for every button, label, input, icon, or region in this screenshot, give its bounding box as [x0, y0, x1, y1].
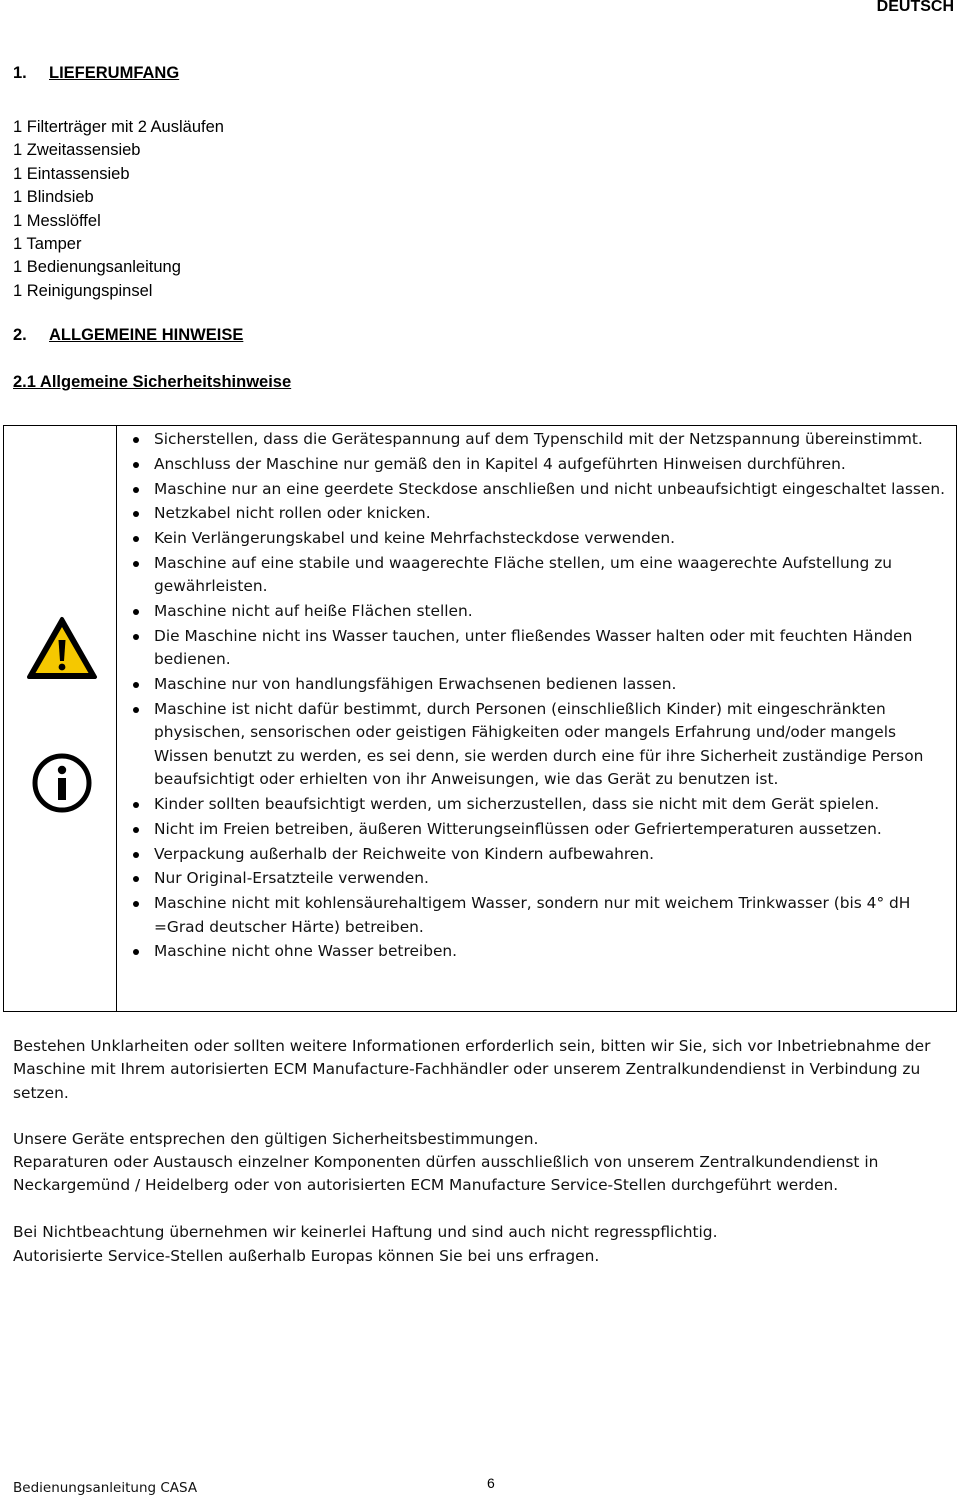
section-2-number: 2. — [13, 326, 27, 344]
list-item: 1 Reinigungspinsel — [13, 281, 153, 300]
list-item: Netzkabel nicht rollen oder knicken. — [119, 502, 949, 525]
safety-standards-text: Unsere Geräte entsprechen den gültigen Sicherheitsbestimmungen. — [13, 1130, 539, 1148]
subsection-heading: 2.1 Allgemeine Sicherheitshinweise — [13, 373, 292, 391]
page-number: 6 — [487, 1475, 495, 1491]
list-item: 1 Eintassensieb — [13, 164, 130, 183]
list-item: Sicherstellen, dass die Gerätespannung auf dem Typenschild mit der Netzspannung übereinstimmt. — [119, 428, 949, 451]
list-item: 1 Filterträger mit 2 Ausläufen — [13, 118, 224, 136]
contact-paragraph: Bestehen Unklarheiten oder sollten weitere Informationen erforderlich sein, bitten wir Sie, sich vor Inbetriebnahme der Maschine mit Ihrem autorisierten ECM Manufacture-Fachhändler oder unserem Zentralkundendienst in Verbindung zu setzen. — [13, 1037, 931, 1102]
list-item: 1 Tamper — [13, 235, 82, 254]
table-divider — [116, 426, 117, 1011]
list-item: Maschine nur von handlungsfähigen Erwachsenen bedienen lassen. — [119, 673, 949, 696]
info-circle-icon — [31, 752, 93, 814]
list-item: 1 Blindsieb — [13, 188, 94, 207]
list-item: Nur Original-Ersatzteile verwenden. — [119, 867, 949, 890]
list-item: 1 Messlöffel — [13, 211, 101, 230]
section-1-number: 1. — [13, 64, 27, 82]
list-item: Die Maschine nicht ins Wasser tauchen, unter fließendes Wasser halten oder mit feuchten Händen bedienen. — [119, 625, 949, 672]
list-item: Nicht im Freien betreiben, äußeren Witterungseinflüssen oder Gefriertemperaturen aussetzen. — [119, 818, 949, 841]
list-item: Kein Verlängerungskabel und keine Mehrfachsteckdose verwenden. — [119, 527, 949, 550]
language-label: DEUTSCH — [876, 0, 954, 15]
section-2-heading — [13, 326, 243, 345]
delivery-contents-list — [13, 116, 224, 303]
footer-document-title: Bedienungsanleitung CASA — [13, 1480, 198, 1496]
service-locations-text: Autorisierte Service-Stellen außerhalb Europas können Sie bei uns erfragen. — [13, 1247, 600, 1265]
list-item: Maschine auf eine stabile und waagerechte Fläche stellen, um eine waagerechte Aufstellung zu gewährleisten. — [119, 552, 949, 599]
list-item: Maschine nur an eine geerdete Steckdose anschließen und nicht unbeaufsichtigt eingeschaltet lassen. — [119, 478, 949, 501]
list-item: Verpackung außerhalb der Reichweite von Kindern aufbewahren. — [119, 843, 949, 866]
list-item: 1 Bedienungsanleitung — [13, 258, 181, 277]
repair-paragraph: Reparaturen oder Austausch einzelner Komponenten dürfen ausschließlich von unserem Zentralkundendienst in Neckargemünd / Heidelberg oder von autorisierten ECM Manufacture Service-Stellen durchgeführt werden. — [13, 1153, 879, 1195]
list-item: Kinder sollten beaufsichtigt werden, um sicherzustellen, dass sie nicht mit dem Gerät spielen. — [119, 793, 949, 816]
list-item: 1 Zweitassensieb — [13, 141, 141, 160]
list-item: Maschine nicht auf heiße Flächen stellen. — [119, 600, 949, 623]
list-item: Maschine nicht mit kohlensäurehaltigem Wasser, sondern nur mit weichem Trinkwasser (bis 4° dH =Grad deutscher Härte) betreiben. — [119, 892, 949, 939]
warning-triangle-icon — [26, 616, 98, 680]
section-2-title: ALLGEMEINE HINWEISE — [49, 326, 244, 344]
safety-table — [3, 425, 957, 1012]
section-1-title: LIEFERUMFANG — [49, 64, 180, 82]
safety-instructions-list — [119, 428, 949, 965]
list-item: Anschluss der Maschine nur gemäß den in Kapitel 4 aufgeführten Hinweisen durchführen. — [119, 453, 949, 476]
section-1-heading — [13, 64, 179, 83]
list-item: Maschine nicht ohne Wasser betreiben. — [119, 940, 949, 963]
liability-text: Bei Nichtbeachtung übernehmen wir keinerlei Haftung und sind auch nicht regresspflichtig. — [13, 1223, 718, 1241]
list-item: Maschine ist nicht dafür bestimmt, durch Personen (einschließlich Kinder) mit eingeschränkten physischen, sensorischen oder geistigen Fähigkeiten oder mangels Erfahrung und/oder mangels Wissen benutzt zu werden, es sei denn, sie werden durch eine für ihre Sicherheit zuständige Person beaufsichtigt oder erhielten von ihr Anweisungen, wie das Gerät zu benutzen ist. — [119, 698, 949, 792]
